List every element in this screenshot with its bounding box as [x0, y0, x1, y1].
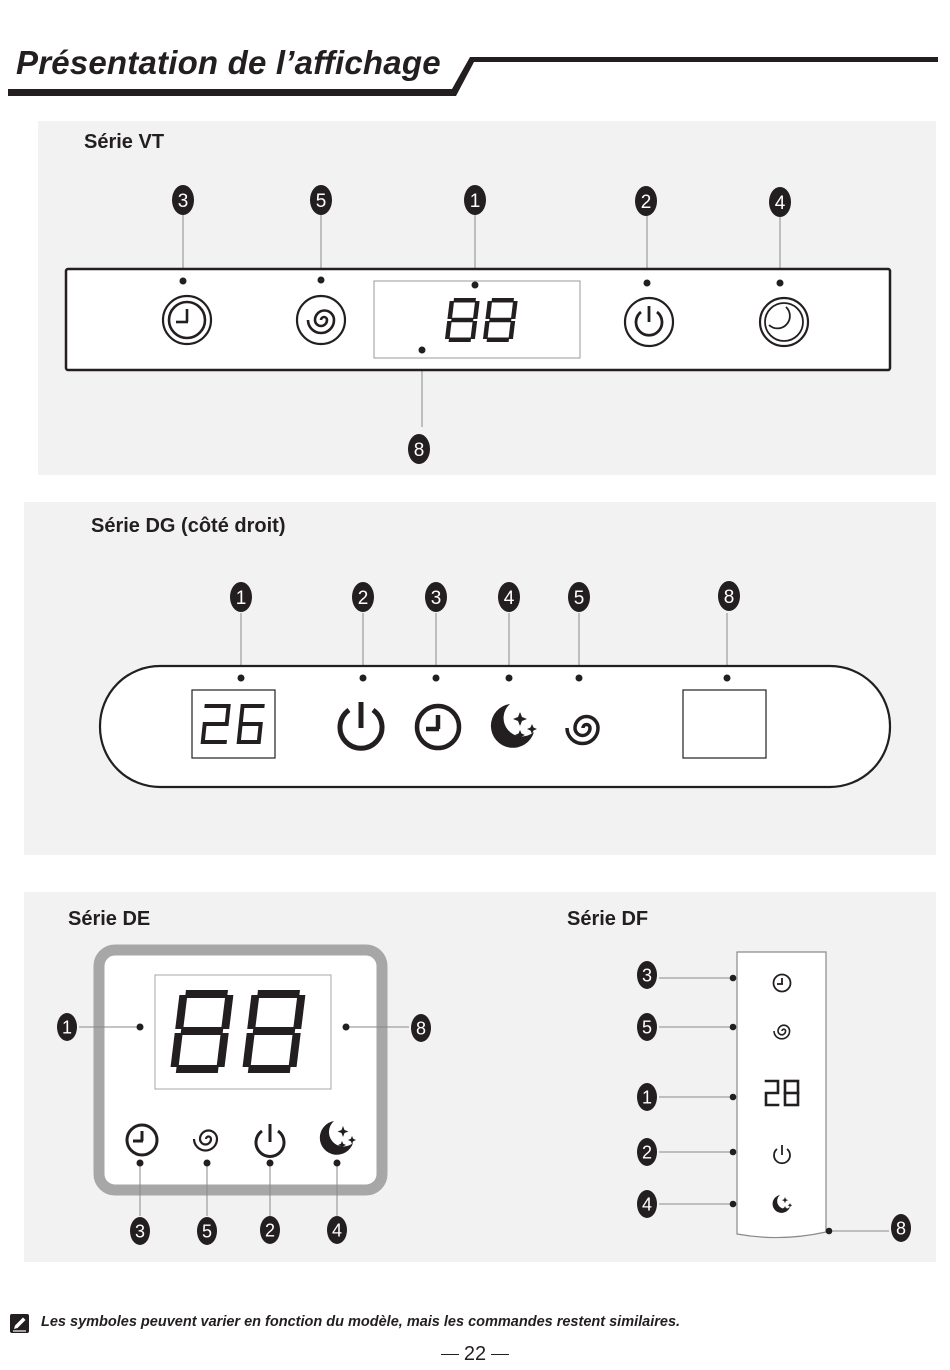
callout: [498, 582, 520, 612]
panel-dg: [24, 502, 936, 855]
page-number: 22: [463, 1343, 487, 1365]
svg-text:1: 1: [61, 1017, 73, 1038]
callout: [408, 434, 430, 464]
svg-text:1: 1: [469, 191, 481, 212]
series-label-df: Série DF: [567, 908, 649, 930]
svg-text:8: 8: [723, 587, 735, 608]
svg-text:2: 2: [264, 1220, 276, 1241]
vt-display-window: [374, 281, 580, 358]
page-number-dash: [491, 1354, 509, 1355]
callout: [425, 582, 447, 612]
svg-text:8: 8: [895, 1218, 907, 1239]
callout: [568, 582, 590, 612]
callout: [718, 581, 740, 611]
series-label-de: Série DE: [68, 908, 151, 930]
callout: [637, 1013, 657, 1041]
callout: [411, 1014, 431, 1042]
callout: [352, 582, 374, 612]
callout: [637, 1083, 657, 1111]
callout: [197, 1217, 217, 1245]
callout: [310, 185, 332, 215]
svg-text:8: 8: [413, 440, 425, 461]
dg-indicator-window: [683, 690, 766, 758]
note-icon: [9, 1313, 31, 1335]
timer-icon[interactable]: [163, 296, 211, 344]
svg-text:4: 4: [641, 1194, 653, 1215]
footer-note: Les symboles peuvent varier en fonction du modèle, mais les commandes restent similaires.: [41, 1314, 681, 1330]
svg-text:2: 2: [357, 588, 369, 609]
series-label-dg: Série DG (côté droit): [91, 515, 286, 537]
callout: [891, 1214, 911, 1242]
svg-text:3: 3: [430, 588, 442, 609]
svg-text:4: 4: [774, 193, 786, 214]
svg-text:2: 2: [641, 1142, 653, 1163]
svg-text:3: 3: [134, 1221, 146, 1242]
callout: [130, 1217, 150, 1245]
callout: [260, 1216, 280, 1244]
svg-text:1: 1: [235, 588, 247, 609]
callout: [637, 1138, 657, 1166]
callout: [327, 1216, 347, 1244]
svg-text:2: 2: [640, 192, 652, 213]
callout: [637, 1190, 657, 1218]
vt-diagram: [38, 121, 936, 475]
dg-diagram: [24, 502, 936, 855]
callout: [464, 185, 486, 215]
panel-vt: [38, 121, 936, 475]
svg-text:3: 3: [177, 191, 189, 212]
svg-text:5: 5: [573, 588, 585, 609]
de-df-diagram: [24, 892, 936, 1262]
page-title: Présentation de l’affichage: [16, 44, 441, 81]
svg-text:1: 1: [641, 1087, 653, 1108]
callout: [637, 961, 657, 989]
svg-text:5: 5: [641, 1017, 653, 1038]
svg-text:4: 4: [331, 1220, 343, 1241]
callout: [57, 1013, 77, 1041]
series-label-vt: Série VT: [84, 131, 165, 153]
callout: [635, 186, 657, 216]
callout: [230, 582, 252, 612]
svg-text:3: 3: [641, 965, 653, 986]
panel-de-df: [24, 892, 936, 1262]
svg-text:5: 5: [315, 191, 327, 212]
page-number-row: [0, 1343, 950, 1366]
svg-text:8: 8: [415, 1018, 427, 1039]
svg-text:4: 4: [503, 588, 515, 609]
callout: [769, 187, 791, 217]
page-number-dash: [441, 1354, 459, 1355]
svg-text:5: 5: [201, 1221, 213, 1242]
callout: [172, 185, 194, 215]
